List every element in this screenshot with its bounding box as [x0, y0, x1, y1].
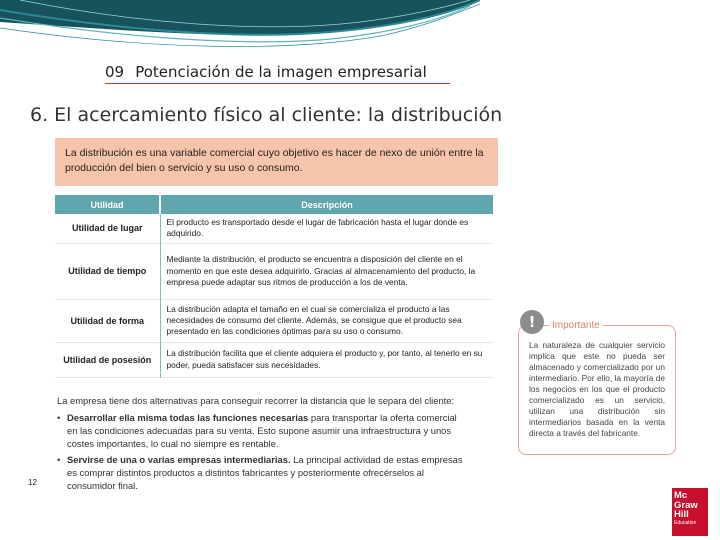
utility-name: Utilidad de tiempo	[55, 243, 160, 299]
logo-line: Graw	[674, 499, 698, 511]
definition-text: La distribución es una variable comercial cuyo objetivo es hacer de nexo de unión entre la producción del bien o servicio y su uso o consumo.	[65, 147, 484, 175]
important-callout	[518, 325, 676, 455]
important-text: La naturaleza de cualquier servicio implica que este no pueda ser almacenado y comercializado por un intermediario. Por ello, la mayoría de los negocios en los que el producto comercializado es un servicio, utilizan una distribución sin intermediarios basada en la venta directa a través del fabricante.	[529, 340, 665, 439]
definition-box	[55, 138, 498, 186]
utility-description: El producto es transportado desde el lugar de fabricación hasta el lugar donde es adquirido.	[166, 217, 469, 239]
decorative-swirl-banner	[0, 0, 480, 60]
list-item	[57, 411, 469, 450]
list-item-text: para transportar la oferta comercial en las condiciones adecuadas para su venta. Esto supone asumir una infraestructura y unos costes importantes, lo cual no siempre es rentable.	[67, 412, 457, 450]
list-item-bold: Desarrollar ella misma todas las funciones necesarias	[67, 412, 309, 424]
page-number: 12	[28, 478, 37, 487]
exclamation-icon: !	[520, 310, 544, 334]
body-text	[57, 394, 469, 494]
body-paragraph: La empresa tiene dos alternativas para conseguir recorrer la distancia que le separa del cliente:	[57, 395, 455, 406]
table-row	[55, 214, 493, 243]
logo-subtitle: Education	[674, 520, 697, 527]
chapter-title: Potenciación de la imagen empresarial	[135, 63, 427, 81]
chapter-number: 09	[105, 63, 125, 81]
table-row	[55, 299, 493, 342]
important-title: Importante	[549, 320, 603, 331]
utility-description: La distribución adapta el tamaño en el cual se comercializa el producto a las necesidades de consumo del cliente. Además, se consigue que el producto sea presentado en las condiciones óptimas para su uso o consumo.	[166, 303, 462, 337]
utility-table	[55, 195, 493, 378]
utility-description: La distribución facilita que el cliente adquiera el producto y, por tanto, al tenerlo en su poder, pueda satisfacer sus necesidades.	[166, 348, 483, 370]
section-title: 6. El acercamiento físico al cliente: la distribución	[30, 104, 503, 126]
publisher-logo	[672, 488, 708, 536]
table-row	[55, 342, 493, 377]
utility-name: Utilidad de forma	[55, 299, 160, 342]
utility-description: Mediante la distribución, el producto se encuentra a disposición del cliente en el momento en que este desea adquirirlo. Gracias al almacenamiento del producto, la empresa puede adaptar sus ritmos de producción a los de venta.	[166, 254, 476, 287]
table-header-row	[55, 195, 493, 214]
logo-line: Mc	[674, 490, 688, 501]
list-item-text: La principal actividad de estas empresas es comprar distintos productos a distintos fabricantes y posteriormente ofrecérselos al consumidor final.	[67, 453, 463, 491]
logo-line: Hill	[674, 509, 689, 521]
alternatives-list	[57, 411, 469, 492]
chapter-header	[105, 62, 450, 84]
column-header-descripcion: Descripción	[160, 195, 493, 214]
utility-name: Utilidad de lugar	[55, 214, 160, 243]
list-item	[57, 453, 469, 492]
column-header-utilidad: Utilidad	[55, 195, 160, 214]
utility-name: Utilidad de posesión	[55, 342, 160, 377]
table-row	[55, 243, 493, 299]
list-item-bold: Servirse de una o varias empresas intermediarias.	[67, 453, 291, 465]
